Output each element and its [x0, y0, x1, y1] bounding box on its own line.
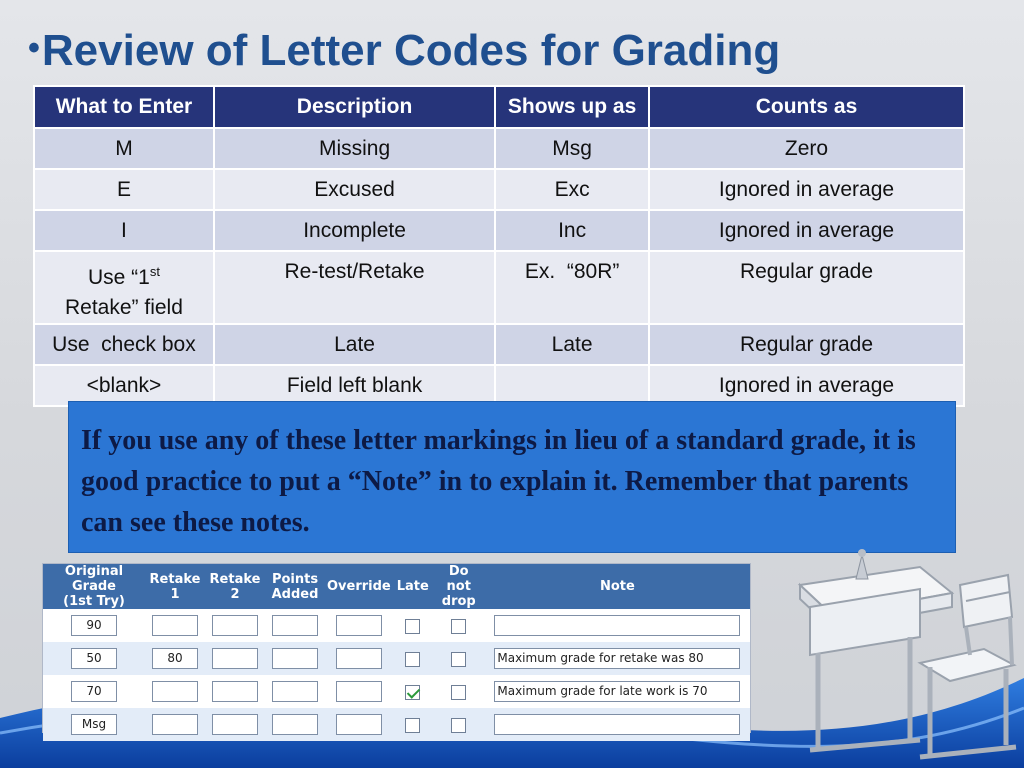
grade-entry-grid	[42, 563, 751, 733]
cell-description: Excused	[214, 169, 495, 210]
do-not-drop-checkbox[interactable]	[451, 652, 466, 667]
table-row	[34, 210, 964, 251]
cell-description: Late	[214, 324, 495, 365]
cell-shows: Late	[495, 324, 649, 365]
retake-1-input[interactable]	[152, 681, 198, 702]
cell-enter: E	[34, 169, 214, 210]
note-input[interactable]: Maximum grade for late work is 70	[494, 681, 740, 702]
school-desk-icon	[770, 545, 1024, 765]
grid-header-retake-1	[145, 564, 205, 609]
original-grade-input[interactable]: 90	[71, 615, 117, 636]
letter-codes-table	[33, 85, 965, 407]
note-input[interactable]	[494, 714, 740, 735]
late-checkbox-checked[interactable]	[405, 685, 420, 700]
cell-enter-sup: st	[149, 264, 160, 279]
table-row	[34, 365, 964, 406]
table-header-row	[34, 86, 964, 128]
header-shows-up-as: Shows up as	[495, 86, 649, 128]
table-row	[34, 251, 964, 324]
original-grade-input[interactable]: 70	[71, 681, 117, 702]
grid-header-line: drop	[441, 594, 476, 609]
cell-counts: Ignored in average	[649, 210, 964, 251]
cell-counts: Zero	[649, 128, 964, 169]
note-input[interactable]	[494, 615, 740, 636]
cell-enter	[34, 251, 214, 324]
grid-header-line: Added	[271, 586, 319, 602]
cell-description: Incomplete	[214, 210, 495, 251]
cell-enter-post: Retake” field	[65, 296, 183, 319]
grid-row	[43, 642, 750, 675]
retake-2-input[interactable]	[212, 681, 258, 702]
original-grade-input[interactable]: 50	[71, 648, 117, 669]
title-bullet: •	[28, 29, 40, 67]
cell-counts: Regular grade	[649, 324, 964, 365]
points-added-input[interactable]	[272, 648, 318, 669]
grid-row	[43, 675, 750, 708]
header-counts-as: Counts as	[649, 86, 964, 128]
grid-header-note: Note	[485, 564, 750, 609]
cell-description: Re-test/Retake	[214, 251, 495, 324]
grid-header-late: Late	[393, 564, 433, 609]
do-not-drop-checkbox[interactable]	[451, 619, 466, 634]
grid-header-retake-2	[205, 564, 265, 609]
retake-2-input[interactable]	[212, 615, 258, 636]
retake-2-input[interactable]	[212, 714, 258, 735]
header-description: Description	[214, 86, 495, 128]
points-added-input[interactable]	[272, 681, 318, 702]
grid-row	[43, 708, 750, 741]
table-row	[34, 169, 964, 210]
retake-1-input[interactable]	[152, 615, 198, 636]
cell-counts: Regular grade	[649, 251, 964, 324]
cell-enter-pre: Use “1	[87, 266, 150, 289]
grid-header-line: Original Grade	[64, 564, 124, 594]
override-input[interactable]	[336, 714, 382, 735]
original-grade-input[interactable]: Msg	[71, 714, 117, 735]
cell-shows: Msg	[495, 128, 649, 169]
grid-header-line: Retake	[209, 571, 261, 587]
grid-header-line: (1st Try)	[63, 594, 125, 609]
cell-shows	[495, 365, 649, 406]
table-row	[34, 128, 964, 169]
slide-title	[28, 26, 780, 76]
grid-header-do-not-drop	[433, 564, 485, 609]
cell-enter: Use check box	[34, 324, 214, 365]
grid-header-line: Points	[271, 571, 319, 587]
grid-header-override: Override	[325, 564, 393, 609]
title-text: Review of Letter Codes for Grading	[41, 26, 781, 75]
cell-enter: I	[34, 210, 214, 251]
grid-header-original-grade	[43, 564, 145, 609]
late-checkbox[interactable]	[405, 619, 420, 634]
points-added-input[interactable]	[272, 714, 318, 735]
override-input[interactable]	[336, 648, 382, 669]
cell-shows: Inc	[495, 210, 649, 251]
cell-enter: M	[34, 128, 214, 169]
callout-text: If you use any of these letter markings in lieu of a standard grade, it is good practice to put a “Note” in to explain it. Remember that parents can see these notes.	[81, 425, 916, 538]
late-checkbox[interactable]	[405, 718, 420, 733]
do-not-drop-checkbox[interactable]	[451, 685, 466, 700]
override-input[interactable]	[336, 681, 382, 702]
override-input[interactable]	[336, 615, 382, 636]
grid-header-line: Do not	[446, 564, 471, 594]
do-not-drop-checkbox[interactable]	[451, 718, 466, 733]
cell-counts: Ignored in average	[649, 365, 964, 406]
retake-1-input[interactable]	[152, 714, 198, 735]
grid-header-points-added	[265, 564, 325, 609]
grid-header-line: 1	[170, 586, 180, 602]
cell-shows: Ex. “80R”	[495, 251, 649, 324]
header-what-to-enter: What to Enter	[34, 86, 214, 128]
note-callout	[68, 401, 956, 553]
grid-row	[43, 609, 750, 642]
note-input[interactable]: Maximum grade for retake was 80	[494, 648, 740, 669]
cell-enter: <blank>	[34, 365, 214, 406]
grid-header-line: 2	[230, 586, 240, 602]
cell-shows: Exc	[495, 169, 649, 210]
grid-header-row	[43, 564, 750, 609]
late-checkbox[interactable]	[405, 652, 420, 667]
cell-description: Missing	[214, 128, 495, 169]
grid-header-line: Retake	[149, 571, 201, 587]
table-row	[34, 324, 964, 365]
retake-1-input[interactable]: 80	[152, 648, 198, 669]
cell-description: Field left blank	[214, 365, 495, 406]
cell-counts: Ignored in average	[649, 169, 964, 210]
points-added-input[interactable]	[272, 615, 318, 636]
retake-2-input[interactable]	[212, 648, 258, 669]
